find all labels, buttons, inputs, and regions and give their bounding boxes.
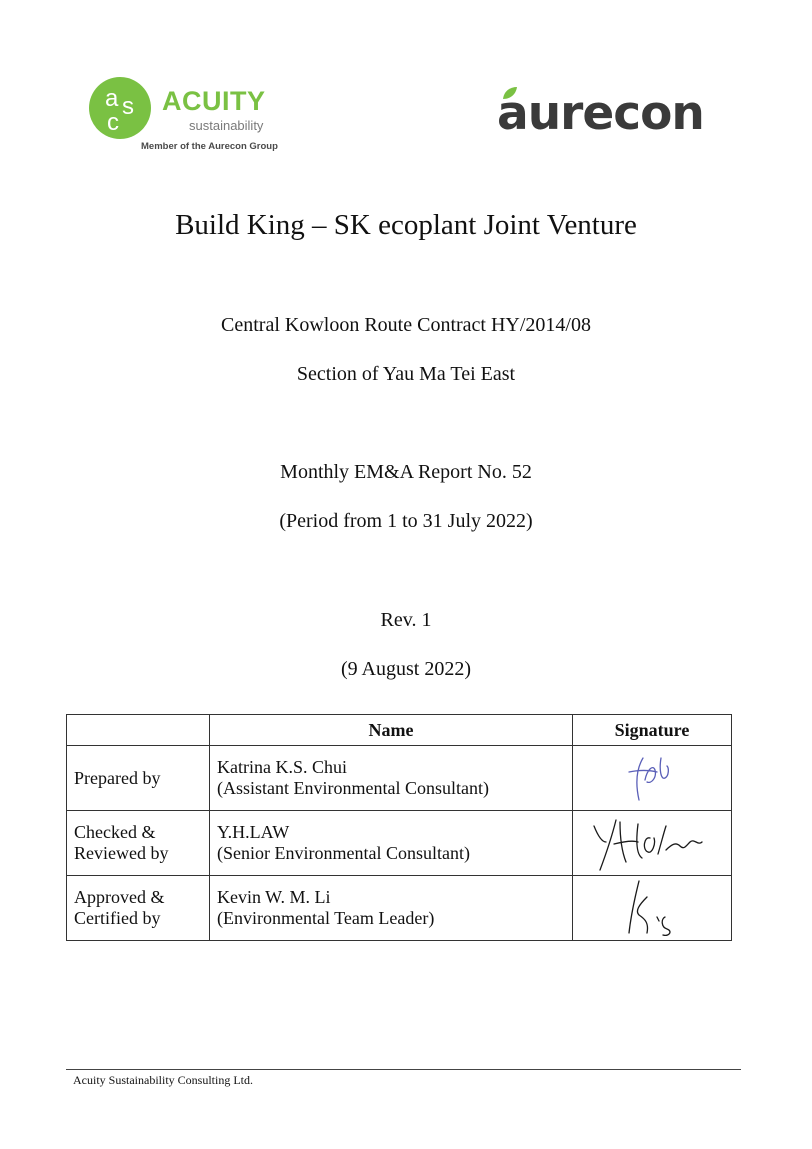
person-name: Kevin W. M. Li	[217, 887, 331, 907]
acuity-circle-letter-a: a	[105, 85, 119, 112]
signature-cell	[573, 746, 732, 811]
acuity-member-note: Member of the Aurecon Group	[141, 141, 278, 152]
table-row	[67, 876, 732, 941]
aurecon-logo	[497, 86, 719, 144]
person-title: (Environmental Team Leader)	[217, 908, 435, 928]
role-cell: Checked & Reviewed by	[67, 811, 210, 876]
header-role	[67, 715, 210, 746]
table-row	[67, 746, 732, 811]
section-line: Section of Yau Ma Tei East	[296, 363, 516, 385]
acuity-sustainability-logo	[86, 74, 286, 156]
report-number: Monthly EM&A Report No. 52	[280, 461, 532, 483]
acuity-circle-letter-s: s	[122, 93, 134, 120]
role-cell: Prepared by	[67, 746, 210, 811]
aurecon-wordmark: aurecon	[497, 86, 704, 141]
signoff-table	[66, 714, 732, 941]
table-header-row	[67, 715, 732, 746]
person-title: (Assistant Environmental Consultant)	[217, 778, 489, 798]
role-cell: Approved & Certified by	[67, 876, 210, 941]
revision-date: (9 August 2022)	[341, 658, 471, 680]
signature-image	[617, 750, 687, 806]
person-title: (Senior Environmental Consultant)	[217, 843, 470, 863]
person-name: Katrina K.S. Chui	[217, 757, 347, 777]
contract-line: Central Kowloon Route Contract HY/2014/08	[221, 314, 591, 336]
acuity-circle-letter-c: c	[107, 109, 119, 136]
footer-divider	[66, 1069, 741, 1070]
header-signature: Signature	[573, 715, 732, 746]
signature-image	[586, 812, 718, 874]
acuity-circle-icon	[88, 76, 152, 140]
signature-cell	[573, 811, 732, 876]
acuity-logo-tagline: sustainability	[189, 118, 264, 133]
header-name: Name	[210, 715, 573, 746]
name-cell	[210, 876, 573, 941]
document-title: Build King – SK ecoplant Joint Venture	[175, 209, 637, 241]
name-cell	[210, 811, 573, 876]
footer-company: Acuity Sustainability Consulting Ltd.	[73, 1073, 253, 1087]
table-row	[67, 811, 732, 876]
revision: Rev. 1	[380, 609, 432, 631]
acuity-logo-name: ACUITY	[162, 86, 266, 116]
signature-cell	[573, 876, 732, 941]
person-name: Y.H.LAW	[217, 822, 290, 842]
name-cell	[210, 746, 573, 811]
report-period: (Period from 1 to 31 July 2022)	[279, 510, 533, 532]
signature-image	[617, 877, 687, 939]
